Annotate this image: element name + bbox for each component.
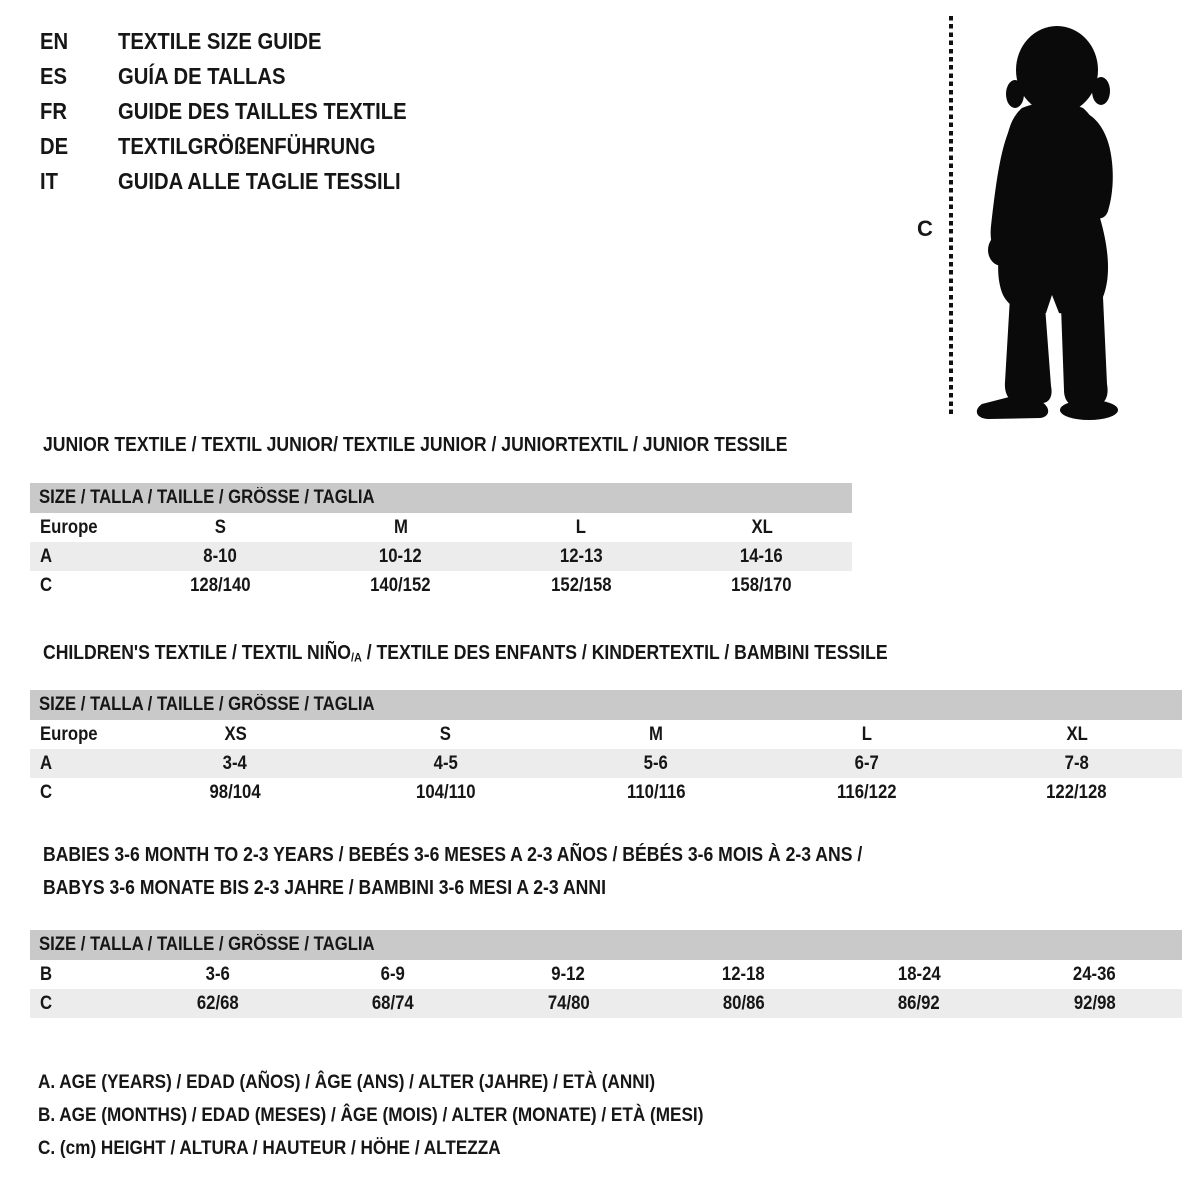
legend-age-months (38, 1099, 794, 1132)
junior-row-europe (30, 513, 852, 542)
language-code: ES (40, 63, 68, 89)
measurement-legend (38, 1066, 794, 1165)
children-section-heading-text (43, 641, 888, 670)
row-label: A (40, 545, 53, 567)
size-cell: M (393, 516, 408, 538)
babies-heading-line2: BABYS 3-6 MONATE BIS 2-3 JAHRE / BAMBINI 3-6 MESI A 2-3 ANNI (43, 877, 606, 899)
height-cell: 110/116 (626, 781, 686, 803)
babies-row-height-cm (30, 989, 1182, 1018)
age-cell: 12-18 (722, 963, 766, 985)
height-cell: 128/140 (190, 574, 251, 596)
size-cell: S (440, 723, 452, 745)
age-cell: 14-16 (740, 545, 784, 567)
age-cell: 6-7 (854, 752, 879, 774)
age-cell: 7-8 (1064, 752, 1089, 774)
guide-title-de: TEXTILGRÖßENFÜHRUNG (118, 133, 376, 159)
size-cell: L (861, 723, 872, 745)
size-cell: M (649, 723, 663, 745)
legend-age-months-text: B. AGE (MONTHS) / EDAD (MESES) / ÂGE (MOIS) / ALTER (MONATE) / ETÀ (MESI) (38, 1104, 704, 1126)
age-cell: 3-6 (205, 963, 230, 985)
language-row-en (40, 24, 446, 59)
babies-section-heading (43, 843, 974, 909)
size-cell: S (214, 516, 226, 538)
height-measurement-figure (905, 10, 1195, 422)
legend-age-years (38, 1066, 794, 1099)
guide-title-fr: GUIDE DES TAILLES TEXTILE (118, 98, 407, 124)
babies-size-table (30, 930, 1182, 1018)
row-label: C (40, 574, 53, 596)
height-cell: 116/122 (836, 781, 897, 803)
size-cell: XL (751, 516, 773, 538)
guide-title-en: TEXTILE SIZE GUIDE (118, 28, 322, 54)
age-cell: 18-24 (897, 963, 941, 985)
size-cell: XS (224, 723, 247, 745)
row-label: Europe (40, 723, 98, 745)
junior-section-heading (43, 433, 889, 457)
guide-title-es: GUÍA DE TALLAS (118, 63, 286, 89)
height-dashed-line-icon (949, 16, 953, 418)
row-label: Europe (40, 516, 98, 538)
row-label: A (40, 752, 53, 774)
language-code: EN (40, 28, 69, 54)
junior-row-height-cm (30, 571, 852, 600)
children-heading-sub: /A (350, 650, 362, 665)
age-cell: 10-12 (379, 545, 423, 567)
children-heading-post: / TEXTILE DES ENFANTS / KINDERTEXTIL / BAMBINI TESSILE (361, 642, 888, 664)
height-cell: 98/104 (209, 781, 261, 803)
language-code: FR (40, 98, 67, 124)
children-section-heading (43, 641, 1003, 670)
junior-size-table (30, 483, 852, 600)
age-cell: 3-4 (223, 752, 248, 774)
junior-size-header-bar (30, 483, 852, 513)
age-cell: 6-9 (380, 963, 406, 985)
children-row-height-cm (30, 778, 1182, 807)
language-row-es (40, 59, 446, 94)
language-row-it (40, 164, 446, 199)
children-size-table (30, 690, 1182, 807)
language-title-block (40, 24, 446, 199)
babies-row-age-months (30, 960, 1182, 989)
height-cell: 74/80 (547, 992, 590, 1014)
size-header-text: SIZE / TALLA / TAILLE / GRÖSSE / TAGLIA (39, 694, 375, 715)
height-cell: 152/158 (551, 574, 612, 596)
children-row-europe (30, 720, 1182, 749)
size-header-text: SIZE / TALLA / TAILLE / GRÖSSE / TAGLIA (39, 487, 375, 508)
babies-heading-line1: BABIES 3-6 MONTH TO 2-3 YEARS / BEBÉS 3-6 MESES A 2-3 AÑOS / BÉBÉS 3-6 MOIS À 2-3 ANS / (43, 844, 863, 866)
children-heading-pre: CHILDREN'S TEXTILE / TEXTIL NIÑO (43, 642, 351, 664)
age-cell: 5-6 (643, 752, 669, 774)
language-row-de (40, 129, 446, 164)
size-cell: XL (1066, 723, 1088, 745)
age-cell: 9-12 (551, 963, 586, 985)
height-cell: 140/152 (370, 574, 431, 596)
row-label: C (40, 781, 53, 803)
legend-height-cm-text: C. (cm) HEIGHT / ALTURA / HAUTEUR / HÖHE / ALTEZZA (38, 1137, 501, 1159)
age-cell: 4-5 (433, 752, 458, 774)
junior-section-heading-text: JUNIOR TEXTILE / TEXTIL JUNIOR/ TEXTILE JUNIOR / JUNIORTEXTIL / JUNIOR TESSILE (43, 434, 788, 456)
row-label: B (40, 963, 53, 985)
height-measure-label: C (917, 216, 933, 241)
language-code: DE (40, 133, 69, 159)
legend-age-years-text: A. AGE (YEARS) / EDAD (AÑOS) / ÂGE (ANS) / ALTER (JAHRE) / ETÀ (ANNI) (38, 1071, 656, 1093)
age-cell: 24-36 (1072, 963, 1116, 985)
size-cell: L (576, 516, 587, 538)
language-row-fr (40, 94, 446, 129)
row-label: C (40, 992, 53, 1014)
height-cell: 122/128 (1046, 781, 1108, 803)
height-cell: 62/68 (196, 992, 239, 1014)
toddler-silhouette-icon (962, 14, 1140, 420)
height-cell: 68/74 (372, 992, 414, 1014)
guide-title-it: GUIDA ALLE TAGLIE TESSILI (118, 168, 401, 194)
babies-size-header-bar (30, 930, 1182, 960)
legend-height-cm (38, 1132, 794, 1165)
children-row-age-years (30, 749, 1182, 778)
children-size-header-bar (30, 690, 1182, 720)
height-cell: 80/86 (722, 992, 765, 1014)
language-code: IT (40, 168, 58, 194)
height-cell: 158/170 (731, 574, 792, 596)
junior-row-age-years (30, 542, 852, 571)
height-cell: 86/92 (898, 992, 940, 1014)
size-header-text: SIZE / TALLA / TAILLE / GRÖSSE / TAGLIA (39, 934, 375, 955)
age-cell: 12-13 (559, 545, 603, 567)
age-cell: 8-10 (203, 545, 237, 567)
height-cell: 92/98 (1073, 992, 1116, 1014)
height-cell: 104/110 (415, 781, 476, 803)
